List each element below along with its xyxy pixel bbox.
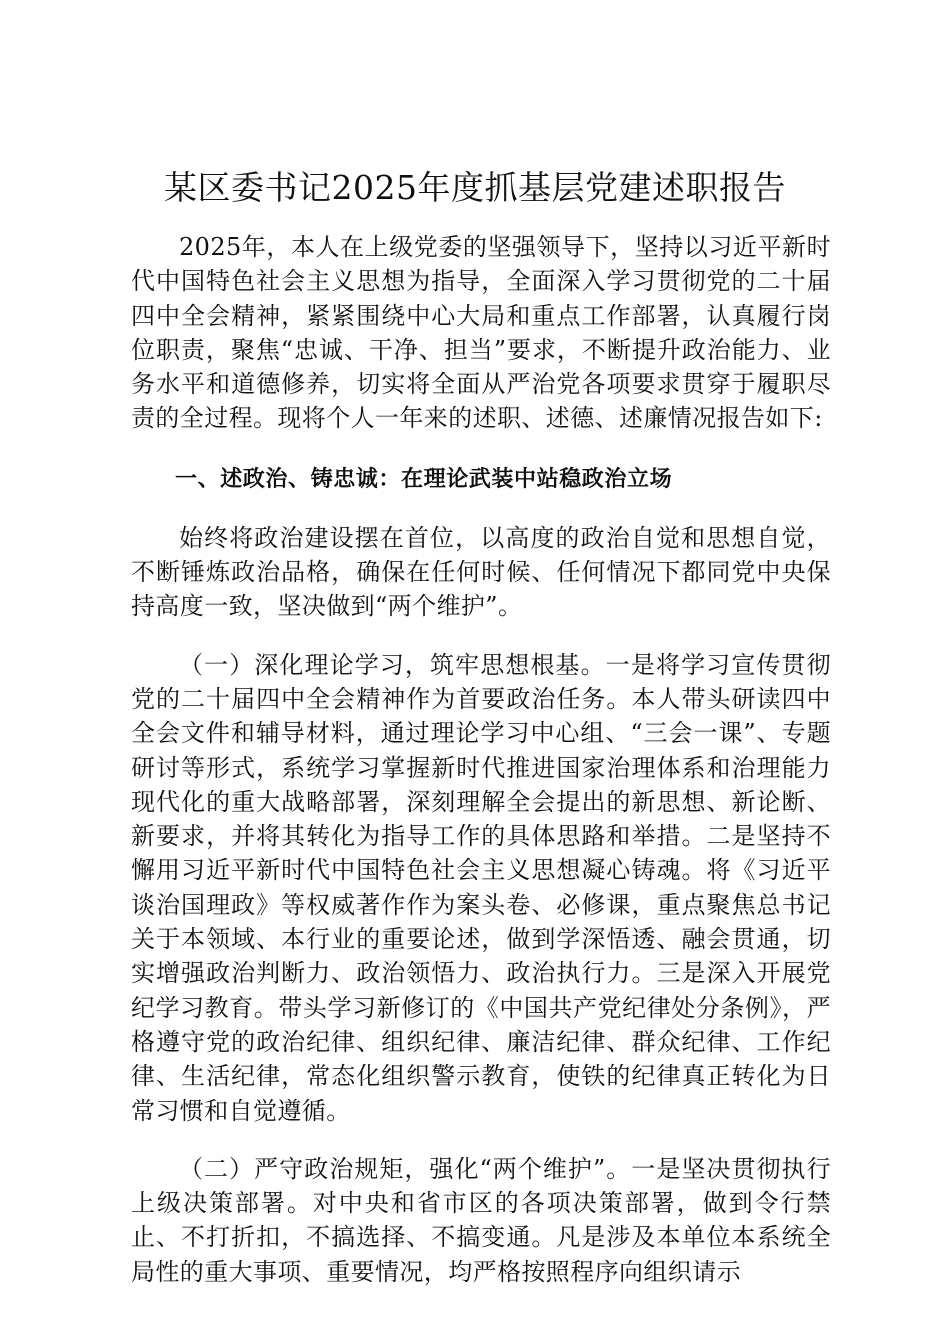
spacer [131,1128,831,1152]
spacer [131,624,831,648]
section-summary-paragraph: 始终将政治建设摆在首位，以高度的政治自觉和思想自觉，不断锤炼政治品格，确保在任何时候、任何情况下都同党中央保持高度一致，坚决做到“两个维护”。 [131,523,831,621]
intro-paragraph: 2025年，本人在上级党委的坚强领导下，坚持以习近平新时代中国特色社会主义思想为指导，全面深入学习贯彻党的二十届四中全会精神，紧紧围绕中心大局和重点工作部署，认真履行岗位职责，聚焦“忠诚、干净、担当”要求，不断提升政治能力、业务水平和道德修养，切实将全面从严治党各项要求贯穿于履职尽责的全过程。现将个人一年来的述职、述德、述廉情况报告如下: [131,233,831,433]
item-one-paragraph: （一）深化理论学习，筑牢思想根基。一是将学习宣传贯彻党的二十届四中全会精神作为首要政治任务。本人带头研读四中全会文件和辅导材料，通过理论学习中心组、“三会一课”、专题研讨等形式，系统学习掌握新时代推进国家治理体系和治理能力现代化的重大战略部署，深刻理解全会提出的新思想、新论断、新要求，并将其转化为指导工作的具体思路和举措。二是坚持不懈用习近平新时代中国特色社会主义思想凝心铸魂。将《习近平谈治国理政》等权威著作作为案头卷、必修课，重点聚焦总书记关于本领域、本行业的重要论述，做到学深悟透、融会贯通，切实增强政治判断力、政治领悟力、政治执行力。三是深入开展党纪学习教育。带头学习新修订的《中国共产党纪律处分条例》，严格遵守党的政治纪律、组织纪律、廉洁纪律、群众纪律、工作纪律、生活纪律，常态化组织警示教育，使铁的纪律真正转化为日常习惯和自觉遵循。 [131,650,831,1125]
document-body [131,230,831,1289]
document-title: 某区委书记2025年度抓基层党建述职报告 [164,168,786,207]
section-heading: 一、述政治、铸忠诚：在理论武装中站稳政治立场 [175,466,673,492]
spacer [131,436,831,463]
item-two-paragraph: （二）严守政治规矩，强化“两个维护”。一是坚决贯彻执行上级决策部署。对中央和省市区的各项决策部署，做到令行禁止、不打折扣，不搞选择、不搞变通。凡是涉及本单位本系统全局性的重大事项、重要情况，均严格按照程序向组织请示 [131,1154,831,1286]
spacer [131,497,831,521]
